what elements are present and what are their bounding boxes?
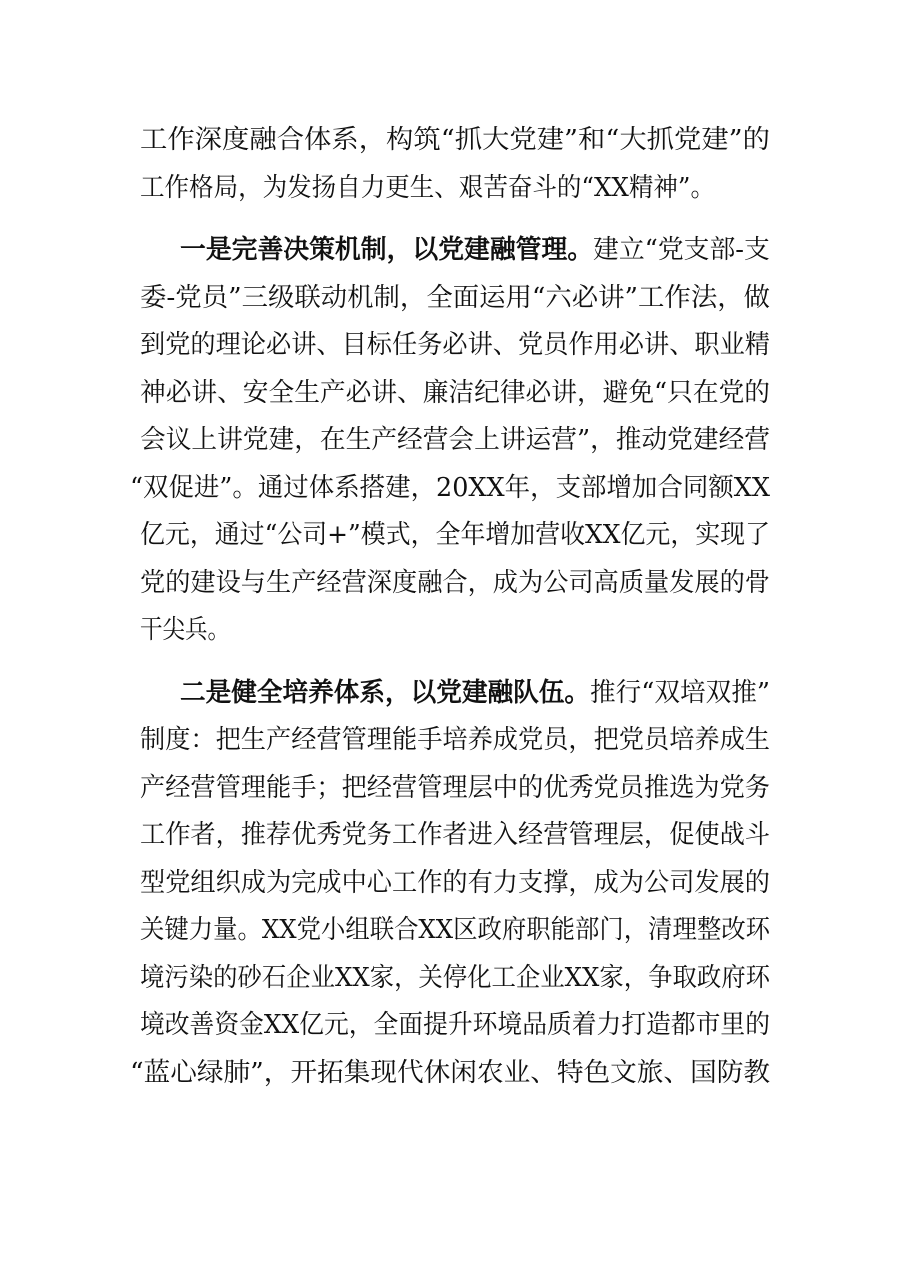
paragraph-line bbox=[0, 563, 909, 603]
line-text: 产经营管理能手；把经营管理层中的优秀党员推选为党务 bbox=[140, 772, 770, 803]
line-text: 推行“双培双推” bbox=[590, 677, 770, 708]
line-text: 制度：把生产经营管理能手培养成党员，把党员培养成生 bbox=[140, 725, 770, 755]
paragraph-line bbox=[0, 768, 909, 808]
paragraph-line bbox=[0, 958, 909, 998]
paragraph-line bbox=[0, 863, 909, 903]
paragraph-line bbox=[0, 468, 909, 508]
paragraph-line bbox=[0, 720, 909, 760]
paragraph-line bbox=[0, 120, 909, 160]
line-text: 关键力量。XX党小组联合XX区政府职能部门，清理整改环 bbox=[140, 915, 770, 945]
line-text: 神必讲、安全生产必讲、廉洁纪律必讲，避免“只在党的 bbox=[140, 377, 770, 408]
line-text: 工作者，推荐优秀党务工作者进入经营管理层，促使战斗 bbox=[140, 820, 770, 850]
line-text: 到党的理论必讲、目标任务必讲、党员作用必讲、职业精 bbox=[140, 330, 770, 360]
paragraph-heading: 一是完善决策机制，以党建融管理。 bbox=[180, 235, 594, 265]
paragraph-line bbox=[0, 1005, 909, 1045]
line-text: 建立“党支部-支 bbox=[593, 235, 770, 265]
paragraph-line bbox=[0, 168, 909, 208]
paragraph-heading: 二是健全培养体系，以党建融队伍。 bbox=[180, 677, 591, 708]
line-text: “双促进”。通过体系搭建，20XX年，支部增加合同额XX bbox=[130, 472, 770, 503]
paragraph-line bbox=[0, 610, 909, 650]
line-text: 境改善资金XX亿元，全面提升环境品质着力打造都市里的 bbox=[140, 1010, 770, 1040]
paragraph-line bbox=[0, 278, 909, 318]
paragraph-line bbox=[0, 373, 909, 413]
line-text: 干尖兵。 bbox=[140, 615, 230, 645]
line-text: 会议上讲党建，在生产经营会上讲运营”，推动党建经营 bbox=[140, 425, 770, 455]
line-text: 亿元，通过“公司+”模式，全年增加营收XX亿元，实现了 bbox=[140, 520, 770, 550]
paragraph-line bbox=[0, 515, 909, 555]
line-text: 委-党员”三级联动机制，全面运用“六必讲”工作法，做 bbox=[140, 282, 770, 313]
paragraph-line bbox=[0, 910, 909, 950]
paragraph-line bbox=[0, 230, 909, 270]
paragraph-line bbox=[0, 673, 909, 713]
paragraph-line bbox=[0, 420, 909, 460]
line-text: 型党组织成为完成中心工作的有力支撑，成为公司发展的 bbox=[140, 867, 770, 898]
line-text: 工作格局，为发扬自力更生、艰苦奋斗的“XX精神”。 bbox=[140, 172, 715, 203]
line-text: 工作深度融合体系，构筑“抓大党建”和“大抓党建”的 bbox=[140, 125, 770, 155]
line-text: 党的建设与生产经营深度融合，成为公司高质量发展的骨 bbox=[140, 567, 770, 598]
paragraph-line bbox=[0, 325, 909, 365]
paragraph-line bbox=[0, 815, 909, 855]
paragraph-line bbox=[0, 1053, 909, 1093]
line-text: “蓝心绿肺”，开拓集现代休闲农业、特色文旅、国防教 bbox=[130, 1057, 770, 1088]
line-text: 境污染的砂石企业XX家，关停化工企业XX家，争取政府环 bbox=[140, 962, 770, 993]
